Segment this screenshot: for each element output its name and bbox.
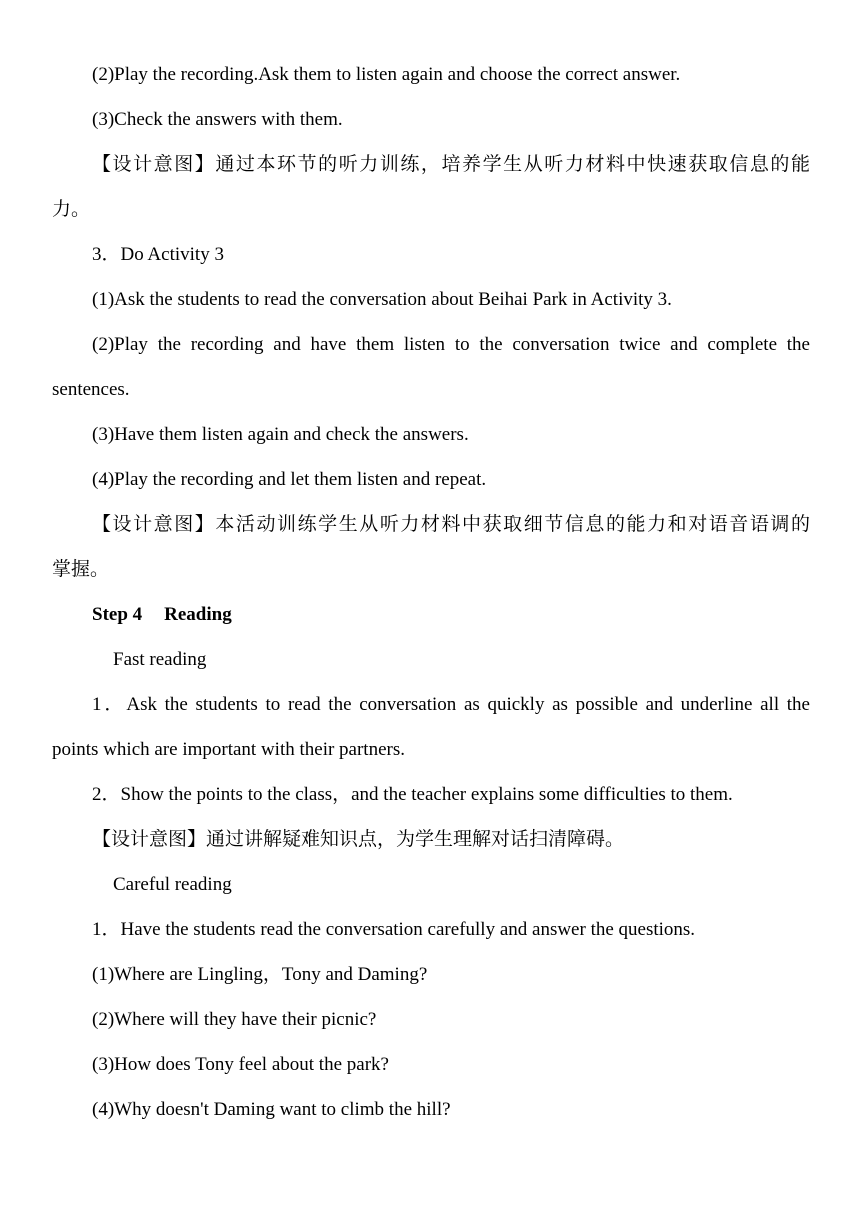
step-number: Step 4 <box>92 604 143 625</box>
subsection-heading: Careful reading <box>113 874 232 895</box>
design-intent-note: 【设计意图】本活动训练学生从听力材料中获取细节信息的能力和对语音语调的 <box>92 514 810 535</box>
question-item: (4)Why doesn't Daming want to climb the hill? <box>92 1099 451 1120</box>
paragraph-line: (1)Ask the students to read the conversation about Beihai Park in Activity 3. <box>92 289 672 310</box>
paragraph-line: sentences. <box>52 379 130 400</box>
paragraph-line: (2)Play the recording.Ask them to listen again and choose the correct answer. <box>92 64 681 85</box>
paragraph-line: 1．Ask the students to read the conversation as quickly as possible and underline all the <box>92 694 810 715</box>
paragraph-line: (3)Check the answers with them. <box>92 109 343 130</box>
design-intent-note: 【设计意图】通过本环节的听力训练，培养学生从听力材料中快速获取信息的能 <box>92 154 810 175</box>
paragraph-line: (3)Have them listen again and check the answers. <box>92 424 469 445</box>
paragraph-line: 掌握。 <box>52 559 110 580</box>
step-title: Reading <box>164 604 232 625</box>
paragraph-line: 1．Have the students read the conversation carefully and answer the questions. <box>92 919 696 940</box>
activity-heading: 3．Do Activity 3 <box>92 244 224 265</box>
question-item: (1)Where are Lingling，Tony and Daming? <box>92 964 428 985</box>
paragraph-line: (2)Play the recording and have them listen to the conversation twice and complete the <box>92 334 810 355</box>
paragraph-line: points which are important with their partners. <box>52 739 405 760</box>
paragraph-line: 力。 <box>52 199 91 220</box>
design-intent-note: 【设计意图】通过讲解疑难知识点，为学生理解对话扫清障碍。 <box>92 829 625 850</box>
question-item: (2)Where will they have their picnic? <box>92 1009 377 1030</box>
subsection-heading: Fast reading <box>113 649 207 670</box>
paragraph-line: 2．Show the points to the class，and the teacher explains some difficulties to them. <box>92 784 733 805</box>
step-heading <box>92 602 232 628</box>
paragraph-line: (4)Play the recording and let them listen and repeat. <box>92 469 487 490</box>
question-item: (3)How does Tony feel about the park? <box>92 1054 389 1075</box>
